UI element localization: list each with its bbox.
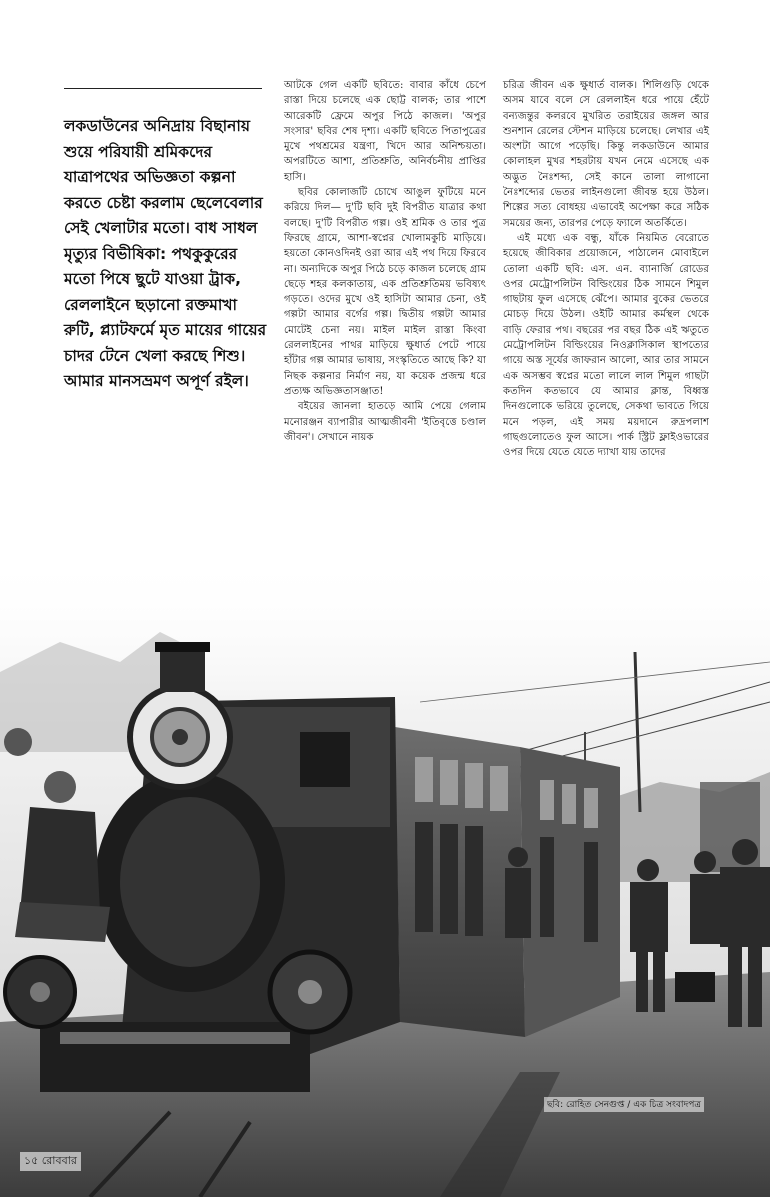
pull-quote: লকডাউনের অনিদ্রায় বিছানায় শুয়ে পরিযায়ী শ্রমিকদের যাত্রাপথের অভিজ্ঞতা কল্পনা করতে চেষ্টা করলাম ছেলেবেলার সেই খেলাটার মতো। বাধ সাধল মৃত্যুর বিভীষিকা: পথকুকুরের মতো পিষে ছুটে যাওয়া ট্রাক, রেললাইনে ছড়ানো রক্তমাখা রুটি, প্ল্যাটফর্মে মৃত মায়ের গায়ের চাদর টেনে খেলা করছে শিশু। আমার মানসভ্রমণ অপূর্ণ রইল। [64,117,267,390]
page-number: ১৫ রোববার [20,1152,81,1171]
article-column-3 [503,78,709,460]
paragraph: ছবির কোলাজটি চোখে আঙুল ফুটিয়ে মনে করিয়ে দিল— দু'টি ছবি দুই বিপরীত যাত্রার কথা বলছে। দু'টি বিপরীত গল্প। ওই শ্রমিক ও তার পুত্র ফিরছে গ্রামে, আশা-স্বপ্নের খোলামকুচি মাড়িয়ে। হয়তো কোনওদিনই ওরা আর এই পথ দিয়ে ফিরবে না। অন্যদিকে অপুর পিঠে চড়ে কাজল চলেছে গ্রাম ছেড়ে শহর কলকাতায়, এক প্রতিশ্রুতিময় ভবিষ্যৎ গড়তে। ওদের মুখে ওই হাসিটা আমার চেনা, ওই গল্পটা আমার বর্গের গল্প। দ্বিতীয় গল্পটা আমার মোটেই চেনা নয়। মাইল মাইল রাস্তা কিংবা রেললাইনের পাথর মাড়িয়ে ক্ষুধার্ত পেটে পায়ে হাঁটার গল্প আমার ভাষায়, সংস্কৃতিতে আছে কি? যা নিছক কল্পনার নির্মাণ নয়, যা কয়েক প্রজন্ম ধরে প্রত্যক্ষ অভিজ্ঞতাসঞ্জাত! [284,187,486,397]
pull-quote-rule [64,88,262,89]
paragraph: বইয়ের জানলা হাতড়ে আমি পেয়ে গেলাম মনোরঞ্জন ব্যাপারীর আত্মজীবনী 'ইতিবৃত্তে চণ্ডাল জীবন'। সেখানে নায়ক [284,401,486,443]
article-column-2 [284,78,486,445]
photo-credit: ছবি: রোহিত সেনগুপ্ত / এক চিত্র সংবাদপত্র [544,1097,704,1112]
paragraph: চরিত্র জীবন এক ক্ষুধার্ত বালক। শিলিগুড়ি থেকে অসম যাবে বলে সে রেললাইন ধরে পায়ে হেঁটে বন্যজন্তুর কলরবে মুখরিত তরাইয়ের জঙ্গল আর শুনশান রেলের স্টেশন মাড়িয়ে চলেছে। লেখার এই অংশটা আগে পড়েছি। কিন্তু লকডাউনে আমার কোলাহল মুখর শহরটায় যখন নেমে এসেছে এক অদ্ভুত নৈঃশব্দ্য, সেই কানে তালা লাগানো নৈঃশব্দ্যের ভেতর লাইনগুলো জীবন্ত হয়ে উঠল। শিল্পের সত্য বোধহয় এভাবেই অপেক্ষা করে সঠিক সময়ের জন্য, তারপর পেড়ে ফ্যালে অতর্কিতে। [503,80,709,229]
toy-train-photograph [0,552,770,1197]
paragraph: এই মধ্যে এক বন্ধু, যাঁকে নিয়মিত বেরোতে হয়েছে জীবিকার প্রয়োজনে, পাঠালেন মোবাইলে তোলা একটি ছবি: এস. এন. ব্যানার্জি রোডের ওপর মেট্রোপলিটন বিল্ডিংয়ের ঠিক সামনে শিমুল গাছটায় ফুল এসেছে ঝেঁপে। আমার বুকের ভেতরে মোচড় দিয়ে উঠল। ওইটি আমার কর্মস্থল থেকে বাড়ি ফেরার পথ। বছরের পর বছর ঠিক এই ঋতুতে মেট্রোপলিটন বিল্ডিংয়ের নিওক্লাসিকাল স্থাপত্যের গায়ে অস্ত সূর্যের জাফরান আলো, আর তার সামনে এক অসম্ভব স্বপ্নের মতো লালে লাল শিমুল গাছটা কতদিন কতভাবে যে আমার ক্লান্ত, বিধ্বস্ত দিনগুলোকে ভরিয়ে তুলেছে, সেকথা ভাবতে গিয়ে মনে পড়ল, এই সময় ময়দানে রুদ্রপলাশ গাছগুলোতেও ফুল আসে। পার্ক স্ট্রিট ফ্লাইওভারের ওপর দিয়ে যেতে যেতে দ্যাখা যায় তাদের [503,232,709,459]
paragraph: আটকে গেল একটি ছবিতে: বাবার কাঁধে চেপে রাস্তা দিয়ে চলেছে এক ছোট্ট বালক; তার পাশে আরেকটি ফ্রেমে অপুর পিঠে কাজল। 'অপুর সংসার' ছবির শেষ দৃশ্য। একটি ছবিতে পিতাপুত্রের মুখে পথশ্রমের যন্ত্রণা, খিদে আর অনিশ্চয়তা। অপরটিতে আশা, প্রতিশ্রুতি, অনির্বচনীয় প্রাপ্তির হাসি। [284,80,486,183]
